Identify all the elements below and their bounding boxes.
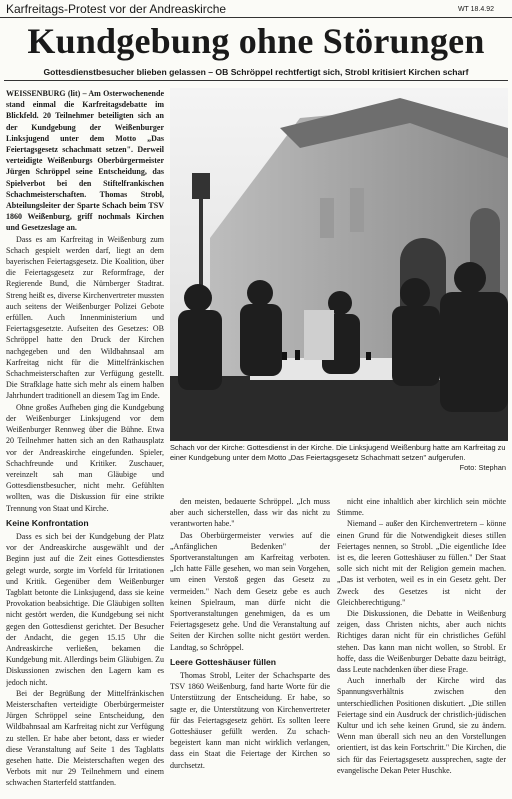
article-column-2 bbox=[170, 496, 330, 799]
article-column-1 bbox=[6, 88, 164, 798]
article-photo bbox=[170, 88, 508, 441]
body-paragraph: Die Diskussionen, die Debatte in Weißenburg zeigen, dass Christen nichts, aber auch nichts Richtiges daran nicht für ein christliches Gefühl stehen. Das kann man nicht wollen, so Strobl. Er hoffe, dass die Weißenburger Debatte dazu beiträgt, dass Leute nachdenken über diese Frage. bbox=[337, 609, 506, 675]
body-paragraph: Thomas Strobl, Leiter der Schachsparte des TSV 1860 Weißenburg, fand harte Worte für die Unterstützung der Entscheidung. Er habe, so sagte er, die Unterstützung von Kirchenvertreter für das Feiertagsgesetz gehört. Es sollten leere Gotteshäuser gefüllt werden. Zu schach-begeistert kann man nicht wirklich verlangen, dass ein Staat die Feiertage der Kirchen so durchsetzt. bbox=[170, 671, 330, 770]
street-lantern bbox=[192, 173, 210, 199]
photo-illustration bbox=[170, 88, 508, 441]
body-paragraph: Niemand – außer den Kirchenvertretern – könne einen Grund für die Notwendigkeit dieses stillen Feiertages nennen, so Strobl. „Die eigentliche Idee ist es, die leeren Gotteshäuser zu füllen." Der Staat solle sich nicht mit der Religion gemein machen. „Das ist verboten, weil es in ein Gesetz geht. Der Zweck des Gesetzes ist nicht der Gleichberechtigung." bbox=[337, 519, 506, 607]
body-paragraph: Dass es sich bei der Kundgebung der Platz vor der Andreaskirche ausgewählt und der Beginn just auf die Zeit eines Gottesdienstes gelegt wurde, sorgte im Vorfeld für Irritationen und Kritik. Gegenüber dem Weißenburger Tagblatt betonte die Linksjugend, dass sie keine Provokation beabsichtige. Die Gläubigen sollten nicht gestört werden, die Kundgebung sei nicht gegen den Gottesdienst gerichtet. Der Besucher der Andacht, die gegen 15.15 Uhr die Andreaskirche verließen, bekamen die Kundgebung mit. Allerdings beim Gläubigen. Zu Diskussionen zwischen den Lagern kam es jedoch nicht. bbox=[6, 531, 164, 687]
body-paragraph: Dass es am Karfreitag in Weißenburg zum Schach gespielt werden darf, liegt an dem bayerischen Feiertagsgesetz. Die Koalition, über die Feiertagsgesetz zur Reformfrage, der Regierende Bund, die Nürnberger Stadtrat. Streng heißt es, diverse Kirchenvertreter mussten auch seitens der Weißenburger Polizei Gebote erfüllen. Auch Innenministerium und Feiertagsgesetzte. Aufseiten des Gesetzes: OB Schröppel hatte den Druck der Kirchen nachgegeben und den Wildbahnsaal am Karfreitag nicht für die Mittelfränkischen Schachmeisterschaften zur Verfügung gestellt. Die Strafklage hatte sich mehr als einem halben Jahrhundert traditionell an diesem Tag im Ende. bbox=[6, 234, 164, 401]
kicker-bar bbox=[0, 0, 512, 18]
lead-paragraph: WEISSENBURG (lit) – Am Osterwochenende stand einmal die Karfreitagsdebatte im Blickfeld. 20 Teilnehmer beteiligten sich an der Kundgebung der Weißenburger Linksjugend unter dem Motto „Das Feiertagsgesetz schachmatt setzen". Derweil verteidigte Weißenburgs Oberbürgermeister Jürgen Schröppel seine Entscheidung, das Spielverbot bei den Stiftelfrankischen Schachmeisterschaften. Thomas Strobl, Abteilungsleiter der Sparte Schach beim TSV 1860 Weißenburg, griff nochmals Kirchen und Gesetzeslage an. bbox=[6, 89, 164, 233]
deck: Gottesdienstbesucher blieben gelassen – OB Schröppel rechtfertigt sich, Strobl kritisiert Kirchen scharf bbox=[43, 67, 469, 77]
body-paragraph: nicht eine inhaltlich aber kirchlich sein möchte Stimme. bbox=[337, 497, 506, 518]
subheading-leere-gotteshaeuser: Leere Gotteshäuser füllen bbox=[170, 656, 277, 667]
body-paragraph: Das Oberbürgermeister verwies auf die „Anfänglichen Bedenken" der Sportveranstaltungen am Karfreitag verboten. „Ich hatte Fälle gesehen, wo man sein Vorgehen, um einen Verstoß gegen das Gesetz zu vermeiden." Nach dem Gesetz gebe es auch keinen Spielraum, man dürfe nicht die Sportveranstaltungen genehmigen, da es um Feiertagsgesetz gehe. Und die Veranstaltung auf Seiten der Kirchen sollte nicht gestört werden. Landtag, so Schröppel. bbox=[170, 530, 330, 652]
date-tag: WT 18.4.92 bbox=[457, 6, 494, 13]
deck-rule bbox=[4, 80, 508, 81]
headline: Kundgebung ohne Störungen bbox=[27, 21, 485, 61]
body-paragraph: Auch innerhalb der Kirche wird das Spannungsverhältnis zwischen den unterschiedlichen Positionen diskutiert. „Die stillen Feiertage sind ein Ausdruck der christlich-jüdischen Kultur und ich sehe keinen Grund, sie zu ändern. Wenn man überall sich neu an den Vorstellungen orientiert, ist das kein Fortschritt." Die Kirchen, die sich für das Feiertagsgesetz aussprechen, sagte der evangelische Dekan Peter Huschke. bbox=[337, 676, 506, 775]
photo-caption bbox=[170, 443, 506, 473]
photo-credit: Foto: Stephan bbox=[459, 463, 506, 472]
subheading-keine-konfrontation: Keine Konfrontation bbox=[6, 517, 89, 528]
article-column-3 bbox=[337, 496, 506, 799]
caption-text: Schach vor der Kirche: Gottesdienst in der Kirche. Die Linksjugend Weißenburg hatte am Karfreitag zu einer Kundgebung unter dem Motto „Das Feiertagsgesetz Schachmatt setzen" aufgerufen. bbox=[170, 443, 506, 462]
body-paragraph: Ohne großes Aufheben ging die Kundgebung der Weißenburger Linksjugend vor dem Weißenburger Rennweg über die Bühne. Etwa 20 Teilnehmer hatten sich an den Rathausplatz vor der Andreaskirche eingefunden. Spieler, Schachfreunde und Kritiker. Zuschauer, vereinzelt sah man Gläubige und Gottesdienstbesucher, nicht mehr. Gefühlten wollten, was die Diskussion für eine strikte Trennung von Staat und Kirche. bbox=[6, 402, 164, 513]
kicker-rule bbox=[0, 17, 512, 18]
body-paragraph: den meisten, bedauerte Schröppel. „Ich muss aber auch sicherstellen, dass wir das nicht zu verantworten habe." bbox=[170, 497, 330, 529]
kicker-text: Karfreitags-Protest vor der Andreaskirche bbox=[6, 2, 227, 16]
body-paragraph: Bei der Begrüßung der Mittelfränkischen Meisterschaften verteidigte Oberbürgermeister Jürgen Schröppel seine Entscheidung, den Wildbahnsaal am Karfreitag nicht zur Verfügung zu stellen. Er habe aber betont, dass er wieder diese Veranstaltung auf Seite 1 des Tagblatts gesehen hatte. Die Meisterschaften wegen des Verbots mit nur 29 Teilnehmern und einem schwachen Starterfeld stattfanden. bbox=[6, 688, 164, 788]
